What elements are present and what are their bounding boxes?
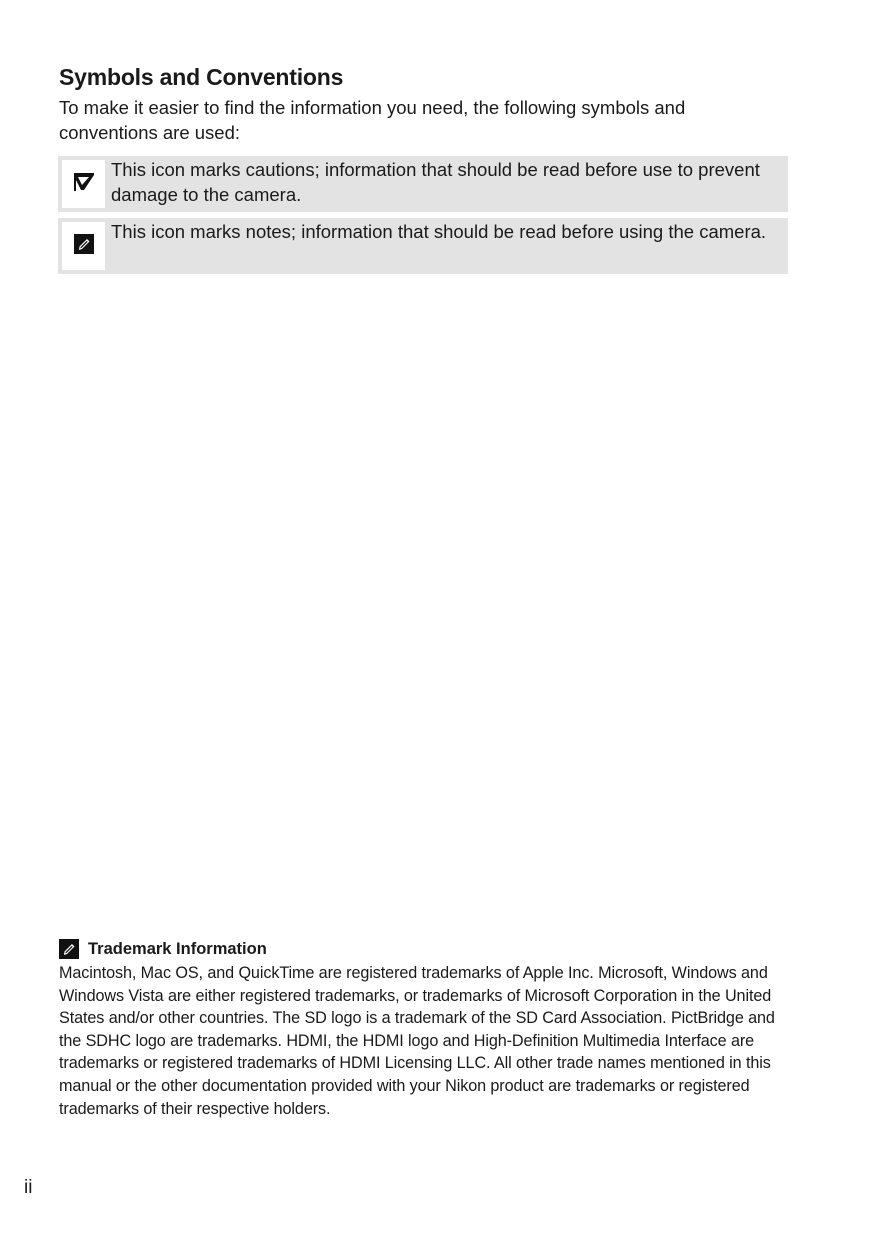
note-pencil-icon (59, 939, 79, 959)
page-number: ii (24, 1177, 33, 1198)
intro-paragraph: To make it easier to find the information you need, the following symbols and conventions are used: (59, 97, 686, 143)
page-title: Symbols and Conventions (59, 64, 344, 90)
caution-description: This icon marks cautions; information that should be read before use to prevent damage to the camera. (111, 159, 760, 205)
trademark-section (59, 937, 794, 1120)
caution-check-icon (73, 172, 95, 197)
note-description: This icon marks notes; information that should be read before using the camera. (111, 221, 767, 242)
trademark-body: Macintosh, Mac OS, and QuickTime are registered trademarks of Apple Inc. Microsoft, Windows and Windows Vista are either registered trademarks, or trademarks of Microsoft Corporation in the United States and/or other countries. The SD logo is a trademark of the SD Card Association. PictBridge and the SDHC logo are trademarks. HDMI, the HDMI logo and High-Definition Multimedia Interface are trademarks or registered trademarks of HDMI Licensing LLC. All other trade names mentioned in this manual or the other documentation provided with your Nikon product are trademarks or registered trademarks of their respective holders. (59, 964, 775, 1118)
note-pencil-icon (74, 234, 94, 259)
symbol-row-caution (58, 156, 788, 212)
trademark-title: Trademark Information (88, 939, 267, 958)
symbol-row-note (58, 218, 788, 274)
